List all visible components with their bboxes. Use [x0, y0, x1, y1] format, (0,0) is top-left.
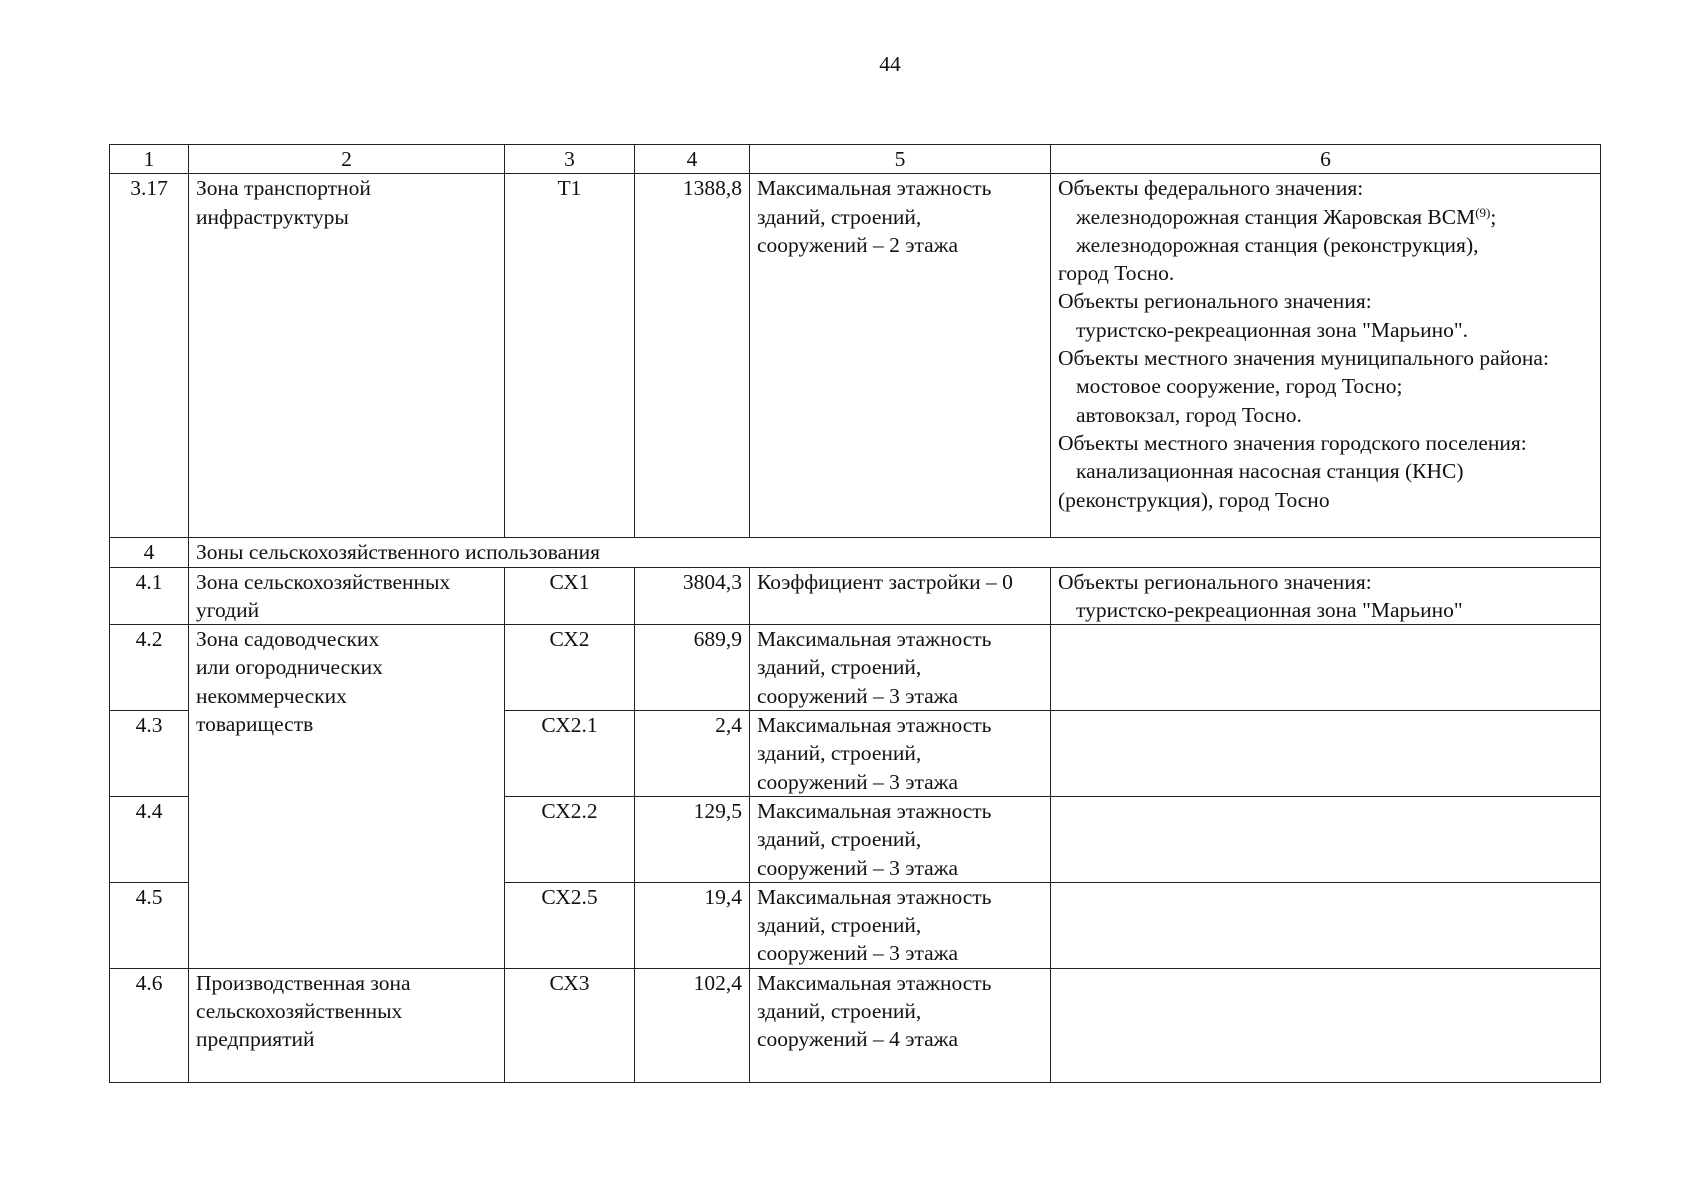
- footnote-ref: (9): [1475, 204, 1491, 220]
- zone-code: СХ2.2: [505, 796, 635, 882]
- object-item: канализационная насосная станция (КНС): [1076, 459, 1464, 484]
- param-line: сооружений – 3 этажа: [757, 855, 959, 880]
- zone-parameters: [750, 711, 1051, 797]
- row-number: 4.4: [110, 796, 189, 882]
- row-number: 3.17: [110, 174, 189, 538]
- zone-name: [189, 625, 505, 969]
- table-row: [110, 968, 1601, 1082]
- param-line: зданий, строений,: [757, 204, 922, 229]
- object-item: туристско-рекреационная зона "Марьино": [1076, 597, 1463, 622]
- param-line: Максимальная этажность: [757, 970, 992, 995]
- object-item-cont: город Тосно.: [1058, 261, 1175, 286]
- zone-parameters: [750, 796, 1051, 882]
- zone-name-line: или огороднических: [196, 655, 383, 680]
- objects-heading: Объекты федерального значения:: [1058, 176, 1364, 201]
- param-line: Максимальная этажность: [757, 798, 992, 823]
- zone-name-line: предприятий: [196, 1027, 315, 1052]
- param-line: Максимальная этажность: [757, 176, 992, 201]
- header-cell: 1: [110, 145, 189, 174]
- param-line: зданий, строений,: [757, 741, 922, 766]
- object-item-cont: (реконструкция), город Тосно: [1058, 487, 1330, 512]
- planned-objects: [1051, 882, 1601, 968]
- planned-objects: [1051, 625, 1601, 711]
- zone-code: СХ1: [505, 567, 635, 625]
- planned-objects: [1051, 968, 1601, 1082]
- zone-name: Зона транспортной инфраструктуры: [189, 174, 505, 538]
- zone-area: 102,4: [635, 968, 750, 1082]
- zone-code: СХ2: [505, 625, 635, 711]
- header-cell: 4: [635, 145, 750, 174]
- row-number: 4.1: [110, 567, 189, 625]
- objects-heading: Объекты регионального значения:: [1058, 569, 1372, 594]
- object-item: автовокзал, город Тосно.: [1076, 402, 1302, 427]
- zone-code: СХ2.5: [505, 882, 635, 968]
- planned-objects: [1051, 567, 1601, 625]
- zone-area: 129,5: [635, 796, 750, 882]
- param-line: Максимальная этажность: [757, 884, 992, 909]
- zone-name-line: Производственная зона: [196, 970, 411, 995]
- zone-area: 3804,3: [635, 567, 750, 625]
- zone-name: Зона сельскохозяйственных угодий: [189, 567, 505, 625]
- zone-name-line: Зона садоводческих: [196, 627, 380, 652]
- zone-code: Т1: [505, 174, 635, 538]
- objects-heading: Объекты местного значения муниципального района:: [1058, 346, 1549, 371]
- object-text: ;: [1490, 204, 1497, 229]
- zone-area: 1388,8: [635, 174, 750, 538]
- section-number: 4: [110, 538, 189, 567]
- zone-area: 689,9: [635, 625, 750, 711]
- zone-parameters: [750, 882, 1051, 968]
- planned-objects: [1051, 174, 1601, 538]
- param-line: сооружений – 4 этажа: [757, 1027, 959, 1052]
- table-row: [110, 174, 1601, 538]
- param-line: Максимальная этажность: [757, 713, 992, 738]
- header-cell: 3: [505, 145, 635, 174]
- section-title: Зоны сельскохозяйственного использования: [189, 538, 1601, 567]
- planned-objects: [1051, 711, 1601, 797]
- zone-name-line: товариществ: [196, 712, 314, 737]
- param-line: сооружений – 3 этажа: [757, 683, 959, 708]
- zone-name-line: некоммерческих: [196, 683, 347, 708]
- param-line: сооружений – 3 этажа: [757, 941, 959, 966]
- object-item: туристско-рекреационная зона "Марьино".: [1076, 317, 1468, 342]
- page-number: 44: [879, 52, 901, 76]
- param-line: зданий, строений,: [757, 655, 922, 680]
- planned-objects: [1051, 796, 1601, 882]
- zone-parameters: Коэффициент застройки – 0: [750, 567, 1051, 625]
- objects-heading: Объекты местного значения городского поселения:: [1058, 430, 1527, 455]
- table-row: [110, 625, 1601, 711]
- row-number: 4.5: [110, 882, 189, 968]
- object-item: железнодорожная станция (реконструкция),: [1076, 232, 1479, 257]
- object-item: мостовое сооружение, город Тосно;: [1076, 374, 1403, 399]
- objects-heading: Объекты регионального значения:: [1058, 289, 1372, 314]
- object-text: железнодорожная станция Жаровская ВСМ: [1076, 204, 1476, 229]
- row-number: 4.6: [110, 968, 189, 1082]
- zone-parameters: [750, 174, 1051, 538]
- row-number: 4.2: [110, 625, 189, 711]
- header-cell: 5: [750, 145, 1051, 174]
- object-item: [1058, 203, 1593, 231]
- zone-code: СХ3: [505, 968, 635, 1082]
- param-line: сооружений – 3 этажа: [757, 769, 959, 794]
- zone-name: [189, 968, 505, 1082]
- param-line: Максимальная этажность: [757, 627, 992, 652]
- row-number: 4.3: [110, 711, 189, 797]
- section-row: [110, 538, 1601, 567]
- zone-area: 19,4: [635, 882, 750, 968]
- param-line: зданий, строений,: [757, 827, 922, 852]
- zone-parameters: [750, 625, 1051, 711]
- param-line: сооружений – 2 этажа: [757, 232, 959, 257]
- table-row: [110, 567, 1601, 625]
- param-line: зданий, строений,: [757, 999, 922, 1024]
- zoning-table: [109, 144, 1601, 1083]
- param-line: зданий, строений,: [757, 913, 922, 938]
- header-cell: 2: [189, 145, 505, 174]
- header-row: [110, 145, 1601, 174]
- zone-area: 2,4: [635, 711, 750, 797]
- zone-name-line: сельскохозяйственных: [196, 999, 403, 1024]
- zone-code: СХ2.1: [505, 711, 635, 797]
- zone-parameters: [750, 968, 1051, 1082]
- header-cell: 6: [1051, 145, 1601, 174]
